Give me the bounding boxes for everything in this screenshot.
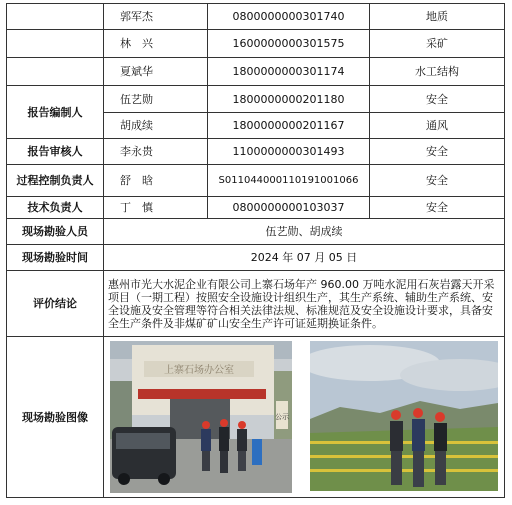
table-row <box>7 197 505 219</box>
table-row <box>7 271 505 337</box>
staff-major: 水工结构 <box>370 58 505 86</box>
staff-major: 地质 <box>370 4 505 30</box>
table-row <box>7 219 505 245</box>
office-photo-image <box>110 341 292 493</box>
site-images-label: 现场勘验图像 <box>7 337 104 498</box>
technical-lead-label: 技术负责人 <box>7 197 104 219</box>
controller-name: 舒 晗 <box>104 165 208 197</box>
reviewer-name: 李永贵 <box>104 139 208 165</box>
table-row <box>7 139 505 165</box>
reviewer-id: 1100000000301493 <box>208 139 370 165</box>
staff-name: 夏斌华 <box>104 58 208 86</box>
table-row <box>7 86 505 113</box>
compiler-name: 伍艺勋 <box>104 86 208 113</box>
controller-major: 安全 <box>370 165 505 197</box>
report-compiler-label: 报告编制人 <box>7 86 104 139</box>
site-survey-staff-value: 伍艺勋、胡成续 <box>104 219 505 245</box>
table-row <box>7 4 505 30</box>
tech-lead-id: 0800000000103037 <box>208 197 370 219</box>
staff-id: 1600000000301575 <box>208 30 370 58</box>
compiler-name: 胡成续 <box>104 113 208 139</box>
office-sign-text: 上寨石场办公室 <box>164 365 234 376</box>
site-survey-staff-label: 现场勘验人员 <box>7 219 104 245</box>
reviewer-major: 安全 <box>370 139 505 165</box>
inspectors-group-1 <box>201 419 247 473</box>
tech-lead-name: 丁 慎 <box>104 197 208 219</box>
site-survey-time-value: 2024 年 07 月 05 日 <box>104 245 505 271</box>
compiler-id: 1800000000201167 <box>208 113 370 139</box>
quarry-photo-image <box>310 341 498 491</box>
staff-name: 林 兴 <box>104 30 208 58</box>
quarry-photo <box>310 341 498 491</box>
blank-label-cell <box>7 30 104 58</box>
staff-id: 0800000000301740 <box>208 4 370 30</box>
compiler-major: 安全 <box>370 86 505 113</box>
office-photo <box>110 341 292 493</box>
photo-row <box>110 341 498 493</box>
compiler-major: 通风 <box>370 113 505 139</box>
blank-label-cell <box>7 58 104 86</box>
controller-id: S011044000110191001066 <box>208 165 370 197</box>
table-row <box>7 58 505 86</box>
table-row <box>7 30 505 58</box>
staff-id: 1800000000301174 <box>208 58 370 86</box>
compiler-id: 1800000000201180 <box>208 86 370 113</box>
blank-label-cell <box>7 4 104 30</box>
site-images-cell <box>104 337 505 498</box>
tech-lead-major: 安全 <box>370 197 505 219</box>
report-reviewer-label: 报告审核人 <box>7 139 104 165</box>
info-table <box>6 3 505 498</box>
svg-text:公示: 公示 <box>275 413 289 421</box>
conclusion-label: 评价结论 <box>7 271 104 337</box>
table-row <box>7 245 505 271</box>
staff-name: 郭军杰 <box>104 4 208 30</box>
staff-major: 采矿 <box>370 30 505 58</box>
table-row <box>7 337 505 498</box>
conclusion-text: 惠州市光大水泥企业有限公司上寨石场年产 960.00 万吨水泥用石灰岩露天开采项目（一期工程）按照安全设施设计组织生产，其生产系统、辅助生产系统、安全设施及安全管理等符合相关法律法规、标准规范及安全设施设计要求，具备安全生产条件及非煤矿矿山安全生产许可证延期换证条件。 <box>104 271 505 337</box>
table-row <box>7 165 505 197</box>
process-controller-label: 过程控制负责人 <box>7 165 104 197</box>
site-survey-time-label: 现场勘验时间 <box>7 245 104 271</box>
